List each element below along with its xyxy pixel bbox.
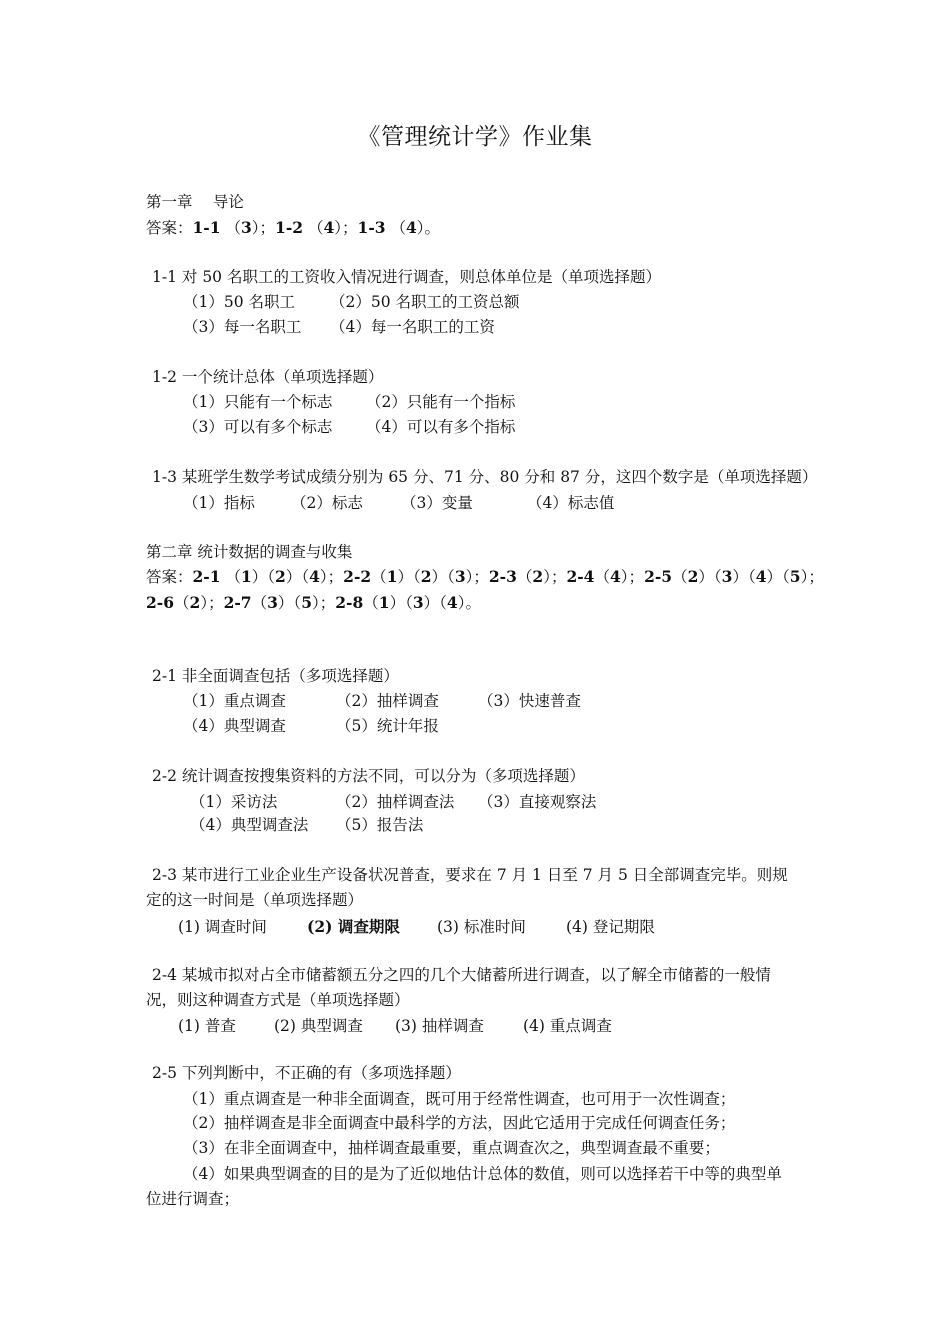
document-title: 《管理统计学》作业集 (357, 124, 593, 150)
question-2-5-stem: 2-5 下列判断中，不正确的有（多项选择题） (152, 1064, 461, 1082)
chapter-1-answers (146, 218, 440, 238)
question-2-3-option-4: (4) 登记期限 (566, 918, 655, 936)
question-1-2-option-4: （4）可以有多个指标 (366, 418, 516, 436)
answer-segment: ）； (251, 219, 276, 237)
question-2-4-option-4: (4) 重点调查 (523, 1017, 612, 1035)
answer-segment: 1-1 (192, 218, 221, 237)
question-2-1-stem: 2-1 非全面调查包括（多项选择题） (152, 667, 399, 685)
question-2-3-option-1: (1) 调查时间 (178, 918, 267, 936)
question-2-2-option-2: （2）抽样调查法 (336, 793, 455, 811)
answer-segment: ）； (334, 219, 358, 237)
answer-segment: 4 (406, 218, 417, 237)
question-2-3-option-2: (2) 调查期限 (307, 917, 400, 936)
question-1-2-option-3: （3）可以有多个标志 (183, 418, 333, 436)
answer-segment: 1-3 (357, 218, 386, 237)
question-1-3-option-2: （2）标志 (291, 494, 363, 512)
question-2-1-option-4: （4）典型调查 (183, 717, 286, 735)
question-2-5-option-3: （3）在非全面调查中，抽样调查最重要，重点调查次之，典型调查最不重要； (183, 1139, 720, 1157)
question-1-2-option-1: （1）只能有一个标志 (183, 393, 333, 411)
question-1-3-option-3: （3）变量 (401, 494, 473, 512)
question-2-3-option-3: (3) 标准时间 (437, 918, 526, 936)
question-2-5-option-4-continued: 位进行调查； (146, 1190, 240, 1208)
question-2-4-option-2: (2) 典型调查 (274, 1017, 363, 1035)
question-1-3-option-4: （4）标志值 (527, 494, 615, 512)
answer-label: 答案： (146, 219, 193, 237)
question-1-2-option-2: （2）只能有一个指标 (366, 393, 516, 411)
question-2-2-stem: 2-2 统计调查按搜集资料的方法不同，可以分为（多项选择题） (152, 767, 585, 785)
question-1-1-option-1: （1）50 名职工 (183, 293, 296, 311)
question-2-2-option-1: （1）采访法 (190, 793, 278, 811)
question-2-4-option-3: (3) 抽样调查 (395, 1017, 484, 1035)
question-2-3-stem-line-2: 定的这一时间是（单项选择题） (146, 891, 364, 909)
chapter-2-answers-line-1: 答案：2-1 （1）（2）（4）；2-2（1）（2）（3）；2-3（2）；2-4（4）；2-5（2）（3）（4）（5）； (146, 567, 824, 586)
question-1-1-option-4: （4）每一名职工的工资 (330, 318, 495, 336)
chapter-2-heading: 第二章 统计数据的调查与收集 (146, 543, 353, 561)
question-2-2-option-4: （4）典型调查法 (190, 816, 309, 834)
question-2-4-option-1: (1) 普查 (178, 1017, 236, 1035)
question-1-1-stem: 1-1 对 50 名职工的工资收入情况进行调查，则总体单位是（单项选择题） (152, 268, 661, 286)
question-2-5-option-2: （2）抽样调查是非全面调查中最科学的方法，因此它适用于完成任何调查任务； (183, 1114, 736, 1132)
question-2-1-option-3: （3）快速普查 (478, 692, 581, 710)
question-2-5-option-4: （4）如果典型调查的目的是为了近似地估计总体的数值，则可以选择若干中等的典型单 (183, 1165, 782, 1183)
chapter-1-heading: 第一章 导论 (146, 193, 244, 211)
answer-segment: ）。 (416, 219, 441, 237)
answer-segment: 4 (323, 218, 335, 237)
question-2-1-option-1: （1）重点调查 (183, 692, 286, 710)
question-2-5-option-1: （1）重点调查是一种非全面调查，既可用于经常性调查，也可用于一次性调查； (183, 1090, 736, 1108)
question-2-3-stem-line-1: 2-3 某市进行工业企业生产设备状况普查，要求在 7 月 1 日至 7 月 5 日全部调查完毕。则规 (152, 866, 788, 884)
answer-segment: （ (385, 219, 406, 237)
question-2-2-option-3: （3）直接观察法 (478, 793, 597, 811)
question-1-2-stem: 1-2 一个统计总体（单项选择题） (152, 368, 384, 386)
question-2-4-stem-line-1: 2-4 某城市拟对占全市储蓄额五分之四的几个大储蓄所进行调查，以了解全市储蓄的一般情 (152, 966, 771, 984)
chapter-2-answers-line-2: 2-6（2）；2-7（3）（5）；2-8（1）（3）（4）。 (146, 593, 481, 612)
question-2-1-option-5: （5）统计年报 (336, 717, 439, 735)
answer-segment: 3 (240, 218, 252, 237)
answer-segment: （ (303, 219, 324, 237)
answer-segment: （ (220, 219, 241, 237)
answer-segment: 1-2 (275, 218, 304, 237)
answer-key (193, 219, 441, 237)
question-1-1-option-2: （2）50 名职工的工资总额 (330, 293, 520, 311)
question-2-1-option-2: （2）抽样调查 (336, 692, 439, 710)
question-1-3-stem: 1-3 某班学生数学考试成绩分别为 65 分、71 分、80 分和 87 分，这四个数字是（单项选择题） (152, 468, 818, 486)
question-2-2-option-5: （5）报告法 (336, 816, 424, 834)
question-1-3-option-1: （1）指标 (183, 494, 255, 512)
question-1-1-option-3: （3）每一名职工 (183, 318, 302, 336)
question-2-4-stem-line-2: 况，则这种调查方式是（单项选择题） (146, 991, 410, 1009)
